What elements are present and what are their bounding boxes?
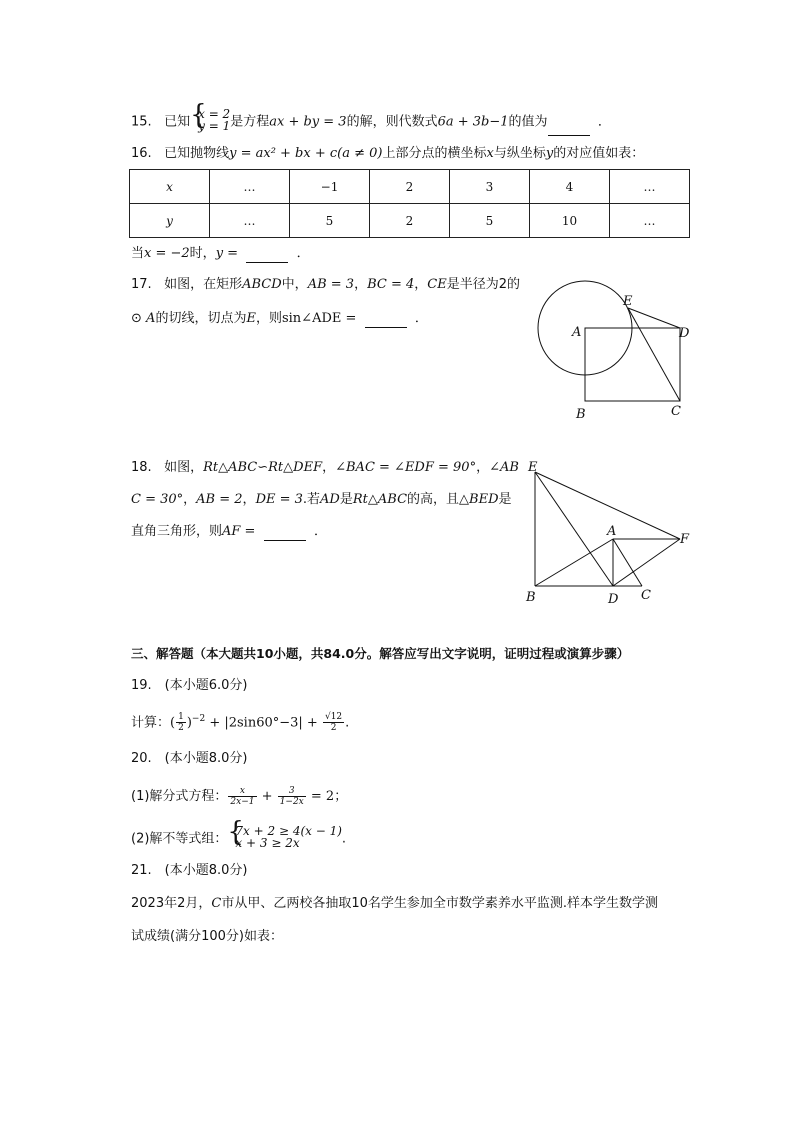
question-20-part-2 (131, 816, 347, 853)
system-row: x = 2 (198, 107, 231, 121)
table-cell: … (610, 204, 690, 238)
segment: AD (320, 492, 340, 507)
system-row: y = 1 (198, 119, 231, 133)
condition: ∠AB (489, 460, 519, 475)
numerator: √12 (324, 712, 343, 723)
question-number: 16. (131, 146, 152, 161)
expression: + |2sin60°−3| + (209, 715, 318, 731)
fraction (278, 786, 306, 807)
question-number: 18. (131, 460, 152, 475)
variable: y (545, 146, 554, 161)
denominator: 2x−1 (230, 797, 255, 807)
denominator: 1−2x (279, 797, 304, 807)
punctuation: ， (322, 460, 336, 475)
segment-ac (613, 539, 642, 586)
table-cell: 5 (290, 204, 370, 238)
question-text: 时， (189, 246, 216, 261)
punctuation: . (341, 831, 347, 847)
segment-ed (628, 308, 680, 328)
punctuation: ， (414, 277, 428, 292)
question-21-heading: 21. (本小题8.0分) (131, 863, 248, 878)
label-d: D (679, 326, 690, 341)
numerator: x (228, 786, 256, 797)
question-19-heading: 19. (本小题6.0分) (131, 678, 248, 693)
table-cell: 5 (450, 204, 530, 238)
question-text: 是 (339, 492, 353, 507)
table-cell: … (210, 204, 290, 238)
question-text: 如图，在矩形 (164, 277, 243, 292)
variable: C (211, 896, 222, 911)
question-text: 如图， (164, 460, 204, 475)
figure-name: ABCD (242, 277, 282, 292)
question-text: 是方程 (230, 114, 270, 130)
question-15 (131, 99, 611, 136)
variable: x (486, 146, 494, 161)
question-text: 与纵坐标 (493, 146, 546, 161)
segment-df (613, 539, 680, 586)
question-text: 直角三角形，则 (131, 524, 223, 539)
answer-blank[interactable] (365, 313, 407, 328)
paren: ( (170, 715, 176, 731)
segment-ed (535, 472, 613, 586)
question-text: ，则 (255, 311, 282, 326)
equation: y = ax² + bx + c(a ≠ 0) (229, 146, 383, 161)
label-e: E (623, 294, 633, 309)
question-text: 的值为 (508, 114, 548, 130)
punctuation: ． (597, 114, 611, 130)
condition: BC = 4 (367, 277, 415, 292)
question-20-part-1 (131, 786, 347, 807)
table-header-cell: y (130, 204, 210, 238)
numerator: 3 (278, 786, 306, 797)
exponent: −2 (191, 714, 206, 724)
question-19-body (131, 710, 349, 733)
label-d: D (608, 592, 619, 607)
expression: y = (215, 246, 239, 261)
question-text: 是半径为2的 (446, 277, 520, 292)
question-18-line-1 (131, 459, 519, 477)
punctuation: ． (414, 311, 428, 326)
denominator: 2 (330, 723, 337, 734)
question-text: .若 (302, 492, 321, 507)
question-21-line-2: 试成绩(满分100分)如表： (131, 929, 283, 944)
table-row (130, 170, 690, 204)
fraction (323, 712, 344, 733)
condition: DE = 3 (255, 492, 303, 507)
point-label: A (146, 311, 156, 326)
condition: C = 30° (131, 492, 184, 507)
expression: AF = (222, 524, 256, 539)
answer-blank[interactable] (264, 526, 306, 541)
label-c: C (671, 404, 681, 419)
condition: AB = 2 (196, 492, 243, 507)
question-16-ask (131, 245, 310, 263)
punctuation: ， (242, 492, 256, 507)
denominator: 2 (178, 723, 184, 734)
label-f: F (680, 532, 690, 547)
paren: ) (186, 715, 192, 731)
question-text: 的对应值如表： (553, 146, 645, 161)
answer-blank[interactable] (548, 121, 590, 136)
question-20-heading: 20. (本小题8.0分) (131, 751, 248, 766)
question-number: 15. (131, 114, 152, 130)
table-cell: … (210, 170, 290, 204)
fraction (228, 786, 256, 807)
table-header-cell: x (130, 170, 210, 204)
question-text: (2)解不等式组： (131, 831, 228, 847)
label-a: A (607, 524, 617, 539)
value-table (129, 169, 690, 238)
table-cell: 10 (530, 204, 610, 238)
table-cell: −1 (290, 170, 370, 204)
punctuation: ． (296, 246, 310, 261)
circle-symbol: ⊙ (131, 311, 142, 326)
table-cell: 2 (370, 204, 450, 238)
question-text: 的高，且 (407, 492, 460, 507)
question-text: 已知抛物线 (164, 146, 230, 161)
q17-figure (530, 280, 710, 425)
punctuation: ， (183, 492, 197, 507)
question-18-line-3 (131, 523, 327, 541)
segment-ce (628, 308, 680, 401)
question-17-line-1 (131, 276, 520, 294)
expression: 6a + 3b−1 (437, 114, 509, 130)
segment: CE (427, 277, 447, 292)
table-cell: 4 (530, 170, 610, 204)
table-cell: 2 (370, 170, 450, 204)
punctuation: ， (476, 460, 490, 475)
question-number: 17. (131, 277, 152, 292)
condition: ∠BAC = ∠EDF = 90° (335, 460, 477, 475)
question-text: 已知 (164, 114, 191, 130)
segment-ba (535, 539, 613, 586)
question-text: 中， (281, 277, 308, 292)
condition: x = −2 (144, 246, 190, 261)
equation: ax + by = 3 (269, 114, 347, 130)
q18-figure (520, 455, 700, 610)
numerator: 1 (178, 712, 184, 723)
expression: = 2； (310, 789, 348, 804)
question-17-line-2 (131, 310, 428, 328)
expression: sin∠ADE = (281, 311, 357, 326)
answer-blank[interactable] (246, 248, 288, 263)
label-c: C (641, 588, 651, 603)
punctuation: . (345, 715, 350, 731)
equation-system: { x = 2 y = 1 (190, 99, 231, 133)
question-text: 的切线，切点为 (155, 311, 247, 326)
question-text: 是 (498, 492, 512, 507)
question-text: 2023年2月， (131, 896, 212, 911)
figure-name: Rt△ABC (352, 492, 408, 507)
question-16 (131, 145, 644, 163)
question-21-line-1 (131, 895, 658, 913)
condition: Rt△ABC∽Rt△DEF (203, 460, 323, 475)
figure-name: △BED (459, 492, 499, 507)
system-row: 7x + 2 ≥ 4(x − 1) (235, 824, 342, 838)
inequality-system: { 7x + 2 ≥ 4(x − 1) x + 3 ≥ 2x (227, 816, 342, 850)
system-row: x + 3 ≥ 2x (235, 836, 300, 850)
fraction (176, 712, 186, 733)
condition: AB = 3 (307, 277, 355, 292)
question-text: 的解，则代数式 (346, 114, 438, 130)
table-cell: 3 (450, 170, 530, 204)
question-text: 当 (131, 246, 145, 261)
question-text: 上部分点的横坐标 (382, 146, 487, 161)
punctuation: ， (354, 277, 368, 292)
operator: + (261, 789, 273, 804)
table-row (130, 204, 690, 238)
label-a: A (572, 325, 582, 340)
section-heading: 三、解答题（本大题共10小题，共84.0分。解答应写出文字说明，证明过程或演算步骤） (131, 646, 630, 661)
point-label: E (246, 311, 256, 326)
label-b: B (576, 407, 586, 422)
label-e: E (528, 460, 538, 475)
label-b: B (526, 590, 536, 605)
question-text: 计算： (131, 715, 171, 731)
question-text: (1)解分式方程： (131, 789, 228, 804)
question-text: 市从甲、乙两校各抽取10名学生参加全市数学素养水平监测.样本学生数学测 (221, 896, 658, 911)
question-18-line-2 (131, 491, 512, 509)
table-cell: … (610, 170, 690, 204)
punctuation: ． (313, 524, 327, 539)
rectangle-abcd (585, 328, 680, 401)
